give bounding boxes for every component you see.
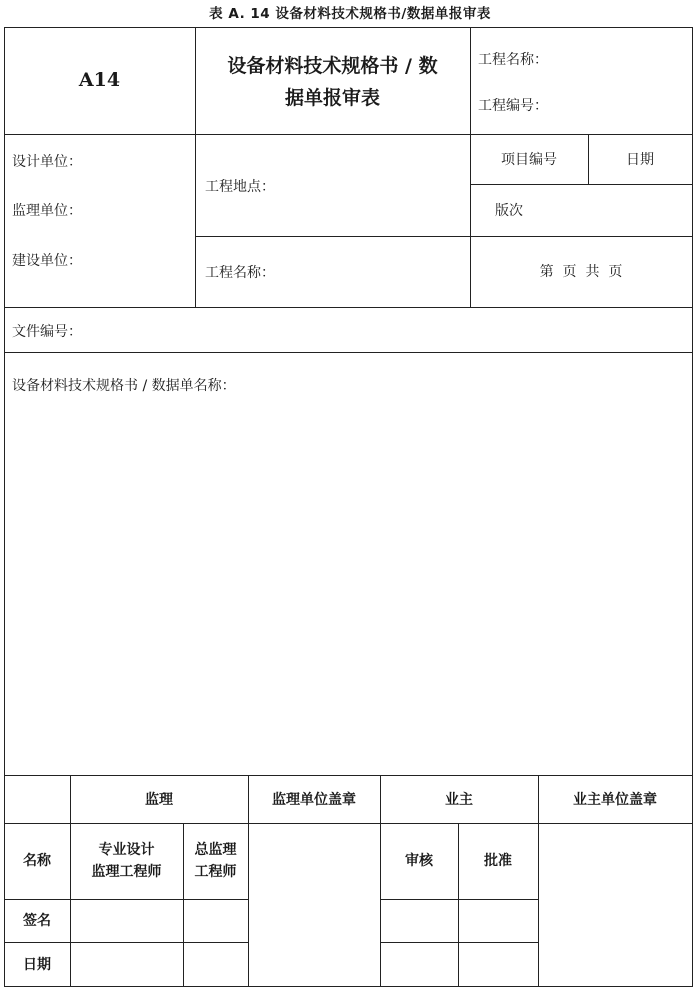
signature-row-label: 签名 [23, 913, 51, 929]
design-engineer-label-line-1: 专业设计 [98, 842, 155, 858]
date-label: 日期 [626, 152, 654, 168]
name-row-label: 名称 [23, 853, 51, 869]
design-unit-label: 设计单位： [12, 154, 82, 170]
table-caption: 表 A. 14 设备材料技术规格书/数据单报审表 [209, 6, 491, 22]
chief-engineer-label-line-2: 工程师 [194, 864, 237, 880]
owner-seal-header: 业主单位盖章 [573, 792, 657, 808]
content-name-label: 设备材料技术规格书 / 数据单名称： [12, 378, 236, 394]
design-engineer-label-line-2: 监理工程师 [91, 864, 162, 880]
construction-unit-label: 建设单位： [12, 253, 82, 269]
header-bottom-line [4, 134, 693, 135]
border-top [4, 27, 693, 28]
sign-table-top-line [4, 775, 693, 776]
project-name-label: 工程名称： [205, 265, 275, 281]
border-bottom [4, 986, 693, 987]
header-project-name-label: 工程名称： [478, 52, 548, 68]
info-bottom-line [4, 307, 693, 308]
form-title-line-1: 设备材料技术规格书 / 数 [227, 55, 438, 77]
sign-row-line-1 [4, 899, 249, 900]
date-row-label: 日期 [23, 957, 51, 973]
border-right [692, 27, 693, 987]
sign-col-line-5 [458, 823, 459, 987]
version-label: 版次 [495, 203, 523, 219]
review-label: 审核 [405, 853, 433, 869]
item-no-label: 项目编号 [501, 152, 557, 168]
form-code: A14 [78, 69, 121, 91]
supervision-header: 监理 [145, 792, 173, 808]
right-row-line-1 [470, 184, 693, 185]
sign-header-bottom-line [4, 823, 693, 824]
form-title-line-2: 据单报审表 [284, 87, 380, 109]
file-row-bottom-line [4, 352, 693, 353]
border-left [4, 27, 5, 987]
supervision-seal-header: 监理单位盖章 [272, 792, 356, 808]
header-project-no-label: 工程编号： [478, 98, 548, 114]
file-no-label: 文件编号： [12, 324, 82, 340]
project-location-label: 工程地点： [205, 179, 275, 195]
sign-row-line-2 [4, 942, 249, 943]
chief-engineer-label-line-1: 总监理 [194, 842, 237, 858]
approve-label: 批准 [484, 853, 512, 869]
supervision-unit-label: 监理单位： [12, 203, 82, 219]
owner-header: 业主 [445, 792, 473, 808]
middle-row-line [195, 236, 693, 237]
page-count-label: 第 页 共 页 [539, 264, 623, 280]
